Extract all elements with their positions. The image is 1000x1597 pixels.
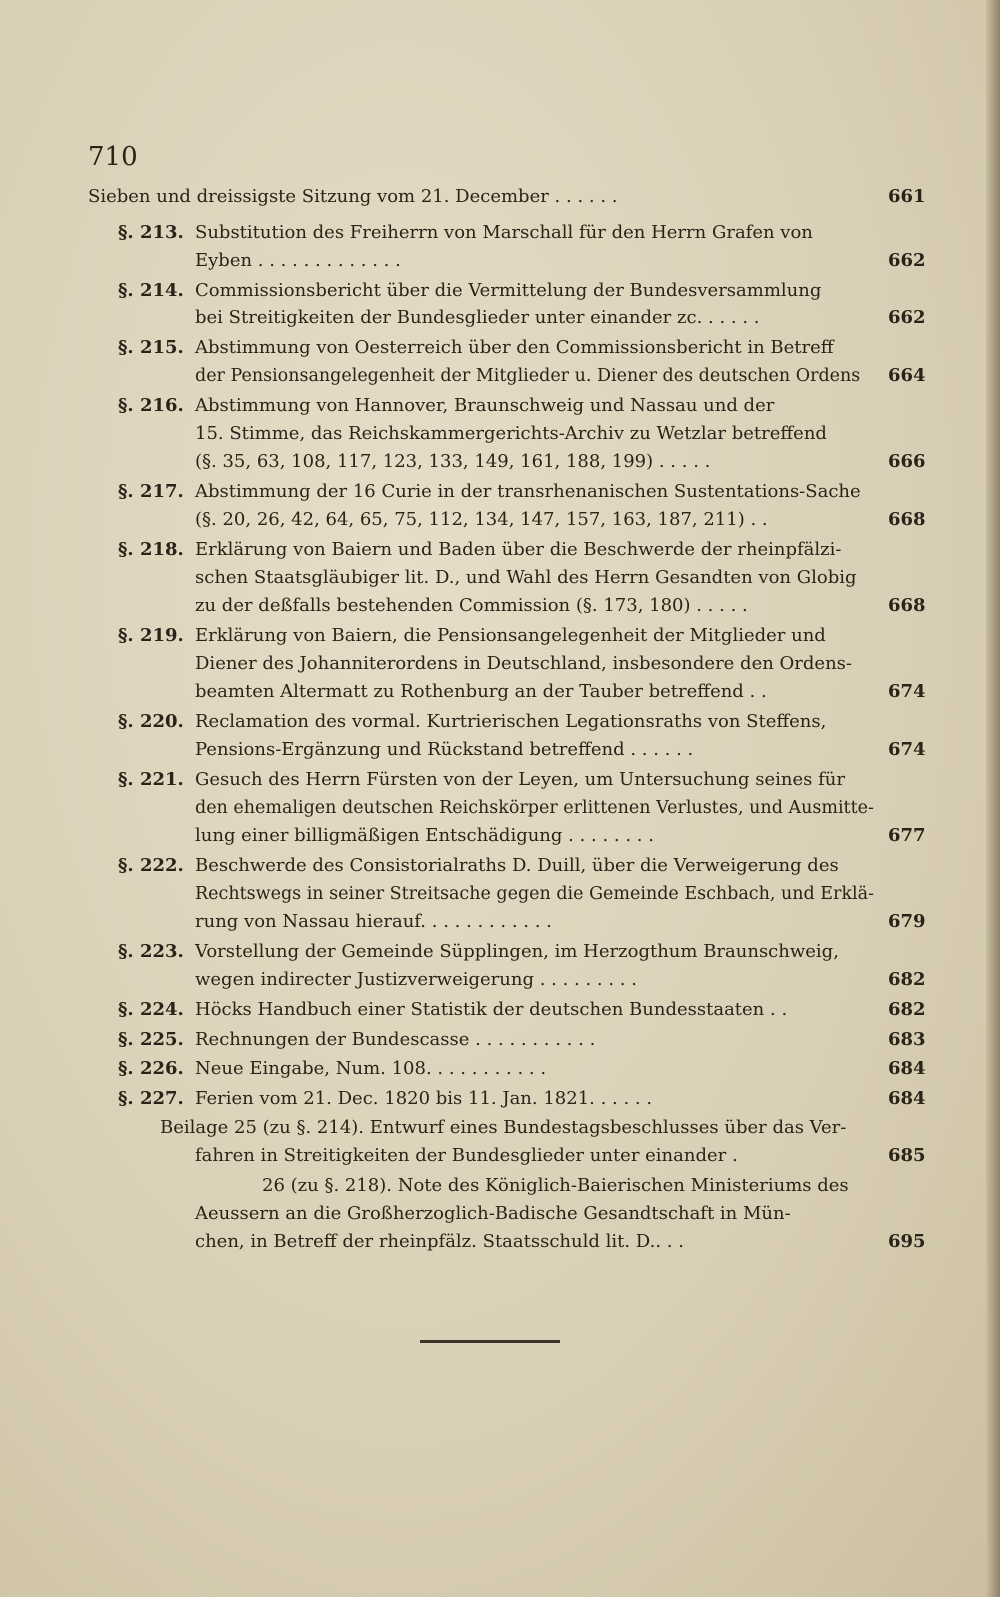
- toc-entry-line: Commissionsbericht über die Vermittelung der Bundesversammlung: [195, 280, 822, 301]
- toc-entry-line: schen Staatsgläubiger lit. D., und Wahl des Herrn Gesandten von Globig: [195, 567, 857, 588]
- toc-entry-page: 684: [888, 1058, 926, 1079]
- toc-entry-page: 683: [888, 1029, 926, 1050]
- toc-entry-page: 662: [888, 250, 926, 271]
- toc-entry-line: Substitution des Freiherrn von Marschall für den Herrn Grafen von: [195, 222, 813, 243]
- toc-entry-line: Gesuch des Herrn Fürsten von der Leyen, um Untersuchung seines für: [195, 769, 845, 790]
- toc-entry-line: der Pensionsangelegenheit der Mitglieder u. Diener des deutschen Ordens: [195, 366, 861, 386]
- toc-entry-page: 674: [888, 739, 926, 760]
- toc-section-number: §. 227.: [118, 1088, 184, 1109]
- toc-entry-line: Neue Eingabe, Num. 108. . . . . . . . . . .: [195, 1058, 547, 1079]
- toc-entry-line: Erklärung von Baiern und Baden über die Beschwerde der rheinpfälzi-: [195, 539, 842, 560]
- toc-entry-line: rung von Nassau hierauf. . . . . . . . . . . .: [195, 911, 552, 932]
- toc-entry-line: Eyben . . . . . . . . . . . . .: [195, 250, 401, 271]
- section-divider-rule: [420, 1340, 560, 1343]
- toc-section-number: §. 217.: [118, 481, 184, 502]
- toc-entry-line: beamten Altermatt zu Rothenburg an der Tauber betreffend . .: [195, 681, 767, 702]
- toc-entry-page: 664: [888, 365, 926, 386]
- toc-entry-line: (§. 20, 26, 42, 64, 65, 75, 112, 134, 147, 157, 163, 187, 211) . .: [195, 509, 768, 530]
- toc-entry-page: 662: [888, 307, 926, 328]
- toc-entry-page: 682: [888, 999, 926, 1020]
- toc-entry-page: 661: [888, 186, 926, 207]
- toc-entry-line: Rechnungen der Bundescasse . . . . . . . . . . .: [195, 1029, 596, 1050]
- toc-entry-line: chen, in Betreff der rheinpfälz. Staatsschuld lit. D.. . .: [195, 1231, 684, 1252]
- toc-section-number: §. 223.: [118, 941, 184, 962]
- toc-entry-line: zu der deßfalls bestehenden Commission (§. 173, 180) . . . . .: [195, 595, 748, 616]
- toc-entry-page: 695: [888, 1231, 926, 1252]
- toc-entry-page: 668: [888, 509, 926, 530]
- toc-entry-line: Beilage 25 (zu §. 214). Entwurf eines Bundestagsbeschlusses über das Ver-: [160, 1117, 847, 1138]
- toc-entry-line: Aeussern an die Großherzoglich-Badische Gesandtschaft in Mün-: [195, 1203, 791, 1224]
- toc-entry-page: 677: [888, 825, 926, 846]
- toc-entry-page: 666: [888, 451, 926, 472]
- toc-entry-line: Höcks Handbuch einer Statistik der deutschen Bundesstaaten . .: [195, 999, 788, 1020]
- toc-section-number: §. 219.: [118, 625, 184, 646]
- toc-entry-line: Sieben und dreissigste Sitzung vom 21. December . . . . . .: [88, 186, 618, 207]
- toc-entry-line: Pensions-Ergänzung und Rückstand betreffend . . . . . .: [195, 739, 694, 760]
- toc-section-number: §. 214.: [118, 280, 184, 301]
- page-edge: [986, 0, 1000, 1597]
- toc-entry-page: 684: [888, 1088, 926, 1109]
- toc-entry-page: 668: [888, 595, 926, 616]
- toc-section-number: §. 222.: [118, 855, 184, 876]
- toc-entry-line: lung einer billigmäßigen Entschädigung . . . . . . . .: [195, 825, 654, 846]
- toc-entry-line: wegen indirecter Justizverweigerung . . . . . . . . .: [195, 969, 637, 990]
- toc-entry-line: fahren in Streitigkeiten der Bundesglieder unter einander .: [195, 1145, 738, 1166]
- toc-section-number: §. 220.: [118, 711, 184, 732]
- toc-entry-line: Rechtswegs in seiner Streitsache gegen die Gemeinde Eschbach, und Erklä-: [195, 884, 874, 904]
- toc-entry-page: 674: [888, 681, 926, 702]
- toc-entry-line: Ferien vom 21. Dec. 1820 bis 11. Jan. 1821. . . . . .: [195, 1088, 653, 1109]
- toc-section-number: §. 225.: [118, 1029, 184, 1050]
- toc-section-number: §. 221.: [118, 769, 184, 790]
- toc-section-number: §. 226.: [118, 1058, 184, 1079]
- toc-entry-line: Reclamation des vormal. Kurtrierischen Legationsraths von Steffens,: [195, 711, 827, 732]
- toc-entry-line: (§. 35, 63, 108, 117, 123, 133, 149, 161, 188, 199) . . . . .: [195, 451, 711, 472]
- toc-entry-line: Beschwerde des Consistorialraths D. Duill, über die Verweigerung des: [195, 855, 839, 876]
- toc-entry-page: 679: [888, 911, 926, 932]
- toc-section-number: §. 215.: [118, 337, 184, 358]
- toc-section-number: §. 213.: [118, 222, 184, 243]
- toc-entry-page: 685: [888, 1145, 926, 1166]
- toc-entry-line: Abstimmung von Oesterreich über den Commissionsbericht in Betreff: [195, 337, 834, 358]
- toc-entry-line: 15. Stimme, das Reichskammergerichts-Archiv zu Wetzlar betreffend: [195, 423, 827, 444]
- toc-entry-line: Diener des Johanniterordens in Deutschland, insbesondere den Ordens-: [195, 653, 852, 674]
- page-number: 710: [88, 142, 138, 172]
- toc-entry-line: den ehemaligen deutschen Reichskörper erlittenen Verlustes, und Ausmitte-: [195, 798, 874, 818]
- toc-entry-page: 682: [888, 969, 926, 990]
- toc-section-number: §. 218.: [118, 539, 184, 560]
- toc-section-number: §. 224.: [118, 999, 184, 1020]
- toc-entry-line: Vorstellung der Gemeinde Süpplingen, im Herzogthum Braunschweig,: [195, 941, 839, 962]
- toc-entry-line: Abstimmung der 16 Curie in der transrhenanischen Sustentations-Sache: [195, 481, 861, 502]
- toc-entry-line: 26 (zu §. 218). Note des Königlich-Baierischen Ministeriums des: [262, 1175, 849, 1196]
- toc-entry-line: Abstimmung von Hannover, Braunschweig und Nassau und der: [195, 395, 775, 416]
- toc-section-number: §. 216.: [118, 395, 184, 416]
- toc-entry-line: bei Streitigkeiten der Bundesglieder unter einander zc. . . . . .: [195, 307, 760, 328]
- toc-entry-line: Erklärung von Baiern, die Pensionsangelegenheit der Mitglieder und: [195, 625, 826, 646]
